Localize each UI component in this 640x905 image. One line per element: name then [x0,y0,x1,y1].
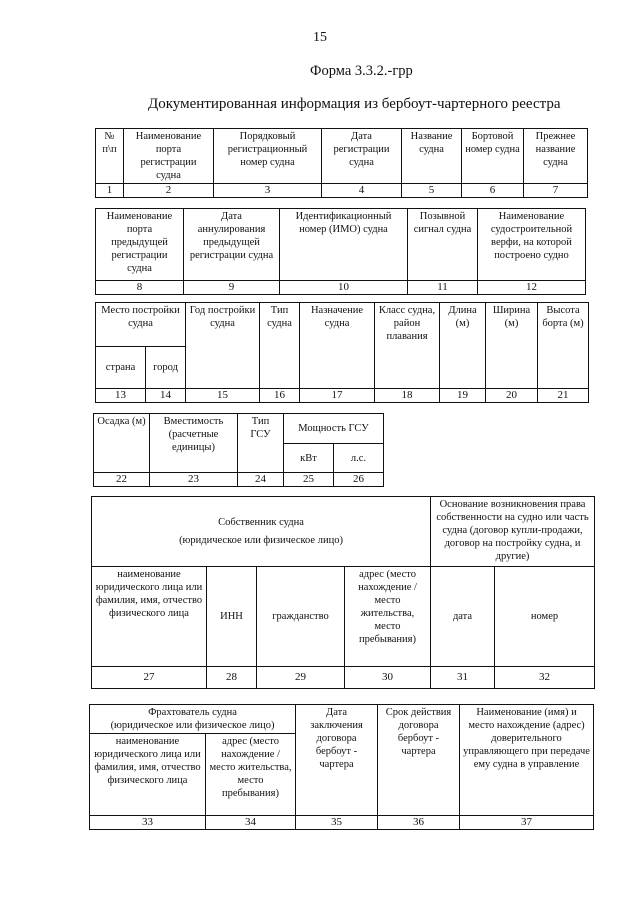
col-header-conclusion-date: Дата заключения договора бербоут - чартера [296,705,378,816]
col-header-purpose: Назначение судна [300,303,375,389]
owner-table [91,496,595,689]
column-number: 11 [408,281,478,295]
charter-table [89,704,594,830]
column-number: 15 [186,389,260,403]
col-header-previous-port: Наименование порта предыдущей регистрации судна [96,209,184,281]
col-header-reg-date: Дата регистрации судна [322,129,402,184]
col-header-shipyard: Наименование судостроительной верфи, на которой построено судно [478,209,586,281]
charterer-subtitle: (юридическое или физическое лицо) [110,720,275,731]
column-number: 18 [375,389,440,403]
column-number: 14 [146,389,186,403]
col-header-width: Ширина (м) [486,303,538,389]
col-header-owner-name: наименование юридического лица или фамилия, имя, отчество физического лица [92,567,207,667]
column-number: 9 [184,281,280,295]
col-header-charterer-address: адрес (место нахождение / место жительства, место пребывания) [206,734,296,816]
column-number: 30 [345,667,431,689]
col-header-kw: кВт [284,444,334,473]
col-header-class: Класс судна, район плавания [375,303,440,389]
column-number: 21 [538,389,589,403]
charterer-title: Фрахтователь судна [148,707,237,718]
page-number: 15 [313,30,327,45]
column-number: 25 [284,473,334,487]
col-header-number: № п\п [96,129,124,184]
column-number: 29 [257,667,345,689]
col-header-board-height: Высота борта (м) [538,303,589,389]
col-header-length: Длина (м) [440,303,486,389]
col-header-cancel-date: Дата аннулирования предыдущей регистрации судна [184,209,280,281]
column-number: 22 [94,473,150,487]
col-header-hull-number: Бортовой номер судна [462,129,524,184]
col-header-basis-number: номер [495,567,595,667]
column-number: 13 [96,389,146,403]
owner-title: Собственник судна [218,517,304,528]
col-header-build-year: Год постройки судна [186,303,260,389]
owner-header [92,497,431,567]
registration-table [95,128,588,198]
col-header-capacity: Вместимость (расчетные единицы) [150,414,238,473]
column-number: 20 [486,389,538,403]
column-number: 3 [214,184,322,198]
column-number: 16 [260,389,300,403]
previous-registration-table [95,208,586,295]
col-header-basis-date: дата [431,567,495,667]
column-number: 33 [90,816,206,830]
col-header-city: город [146,347,186,389]
column-number: 7 [524,184,588,198]
col-header-engine-type: Тип ГСУ [238,414,284,473]
column-number: 10 [280,281,408,295]
column-number: 12 [478,281,586,295]
column-number: 28 [207,667,257,689]
col-header-vessel-name: Название судна [402,129,462,184]
column-number: 26 [334,473,384,487]
column-number: 19 [440,389,486,403]
column-number: 34 [206,816,296,830]
column-number: 37 [460,816,594,830]
col-header-port: Наименование порта регистрации судна [124,129,214,184]
col-header-former-name: Прежнее название судна [524,129,588,184]
charterer-header [90,705,296,734]
column-number: 27 [92,667,207,689]
col-header-call-sign: Позывной сигнал судна [408,209,478,281]
column-number: 24 [238,473,284,487]
col-header-draft: Осадка (м) [94,414,150,473]
col-header-trustee: Наименование (имя) и место нахождение (адрес) доверительного управляющего при передаче ему судна в управление [460,705,594,816]
col-header-contract-term: Срок действия договора бербоут - чартера [378,705,460,816]
column-number: 5 [402,184,462,198]
engine-table [93,413,384,487]
col-header-vessel-type: Тип судна [260,303,300,389]
column-number: 35 [296,816,378,830]
column-number: 23 [150,473,238,487]
col-header-engine-power: Мощность ГСУ [284,414,384,444]
owner-subtitle: (юридическое или физическое лицо) [179,535,343,546]
col-header-inn: ИНН [207,567,257,667]
column-number: 31 [431,667,495,689]
form-label: Форма 3.3.2.-грр [310,63,413,79]
column-number: 2 [124,184,214,198]
column-number: 36 [378,816,460,830]
col-header-owner-address: адрес (место нахождение / место жительства, место пребывания) [345,567,431,667]
column-number: 32 [495,667,595,689]
ownership-basis-header: Основание возникновения права собственности на судно или часть судна (договор купли-продажи, договор на постройку судна, и другие) [431,497,595,567]
construction-table [95,302,589,403]
column-number: 17 [300,389,375,403]
col-header-country: страна [96,347,146,389]
col-header-reg-number: Порядковый регистрационный номер судна [214,129,322,184]
col-header-build-place: Место постройки судна [96,303,186,347]
col-header-imo-number: Идентификационный номер (ИМО) судна [280,209,408,281]
column-number: 1 [96,184,124,198]
col-header-citizenship: гражданство [257,567,345,667]
column-number: 8 [96,281,184,295]
column-number: 6 [462,184,524,198]
document-title: Документированная информация из бербоут-чартерного реестра [148,96,561,112]
column-number: 4 [322,184,402,198]
col-header-hp: л.с. [334,444,384,473]
col-header-charterer-name: наименование юридического лица или фамилия, имя, отчество физического лица [90,734,206,816]
